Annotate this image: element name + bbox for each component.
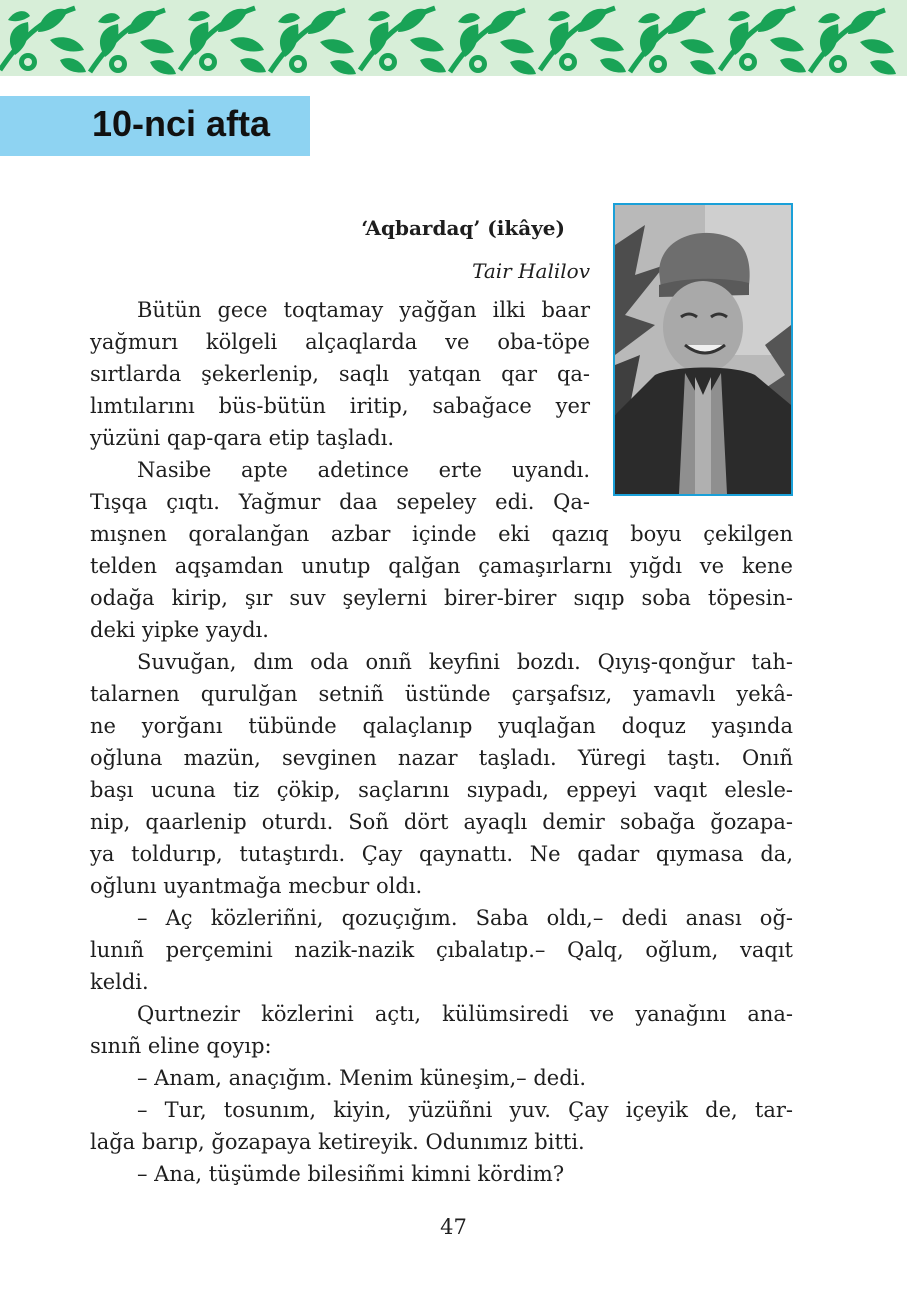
- text-line: Tışqa çıqtı. Yağmur daa sepeley edi. Qa-: [90, 490, 590, 514]
- text-line: lağa barıp, ğozapaya ketireyik. Odunımız bitti.: [90, 1130, 585, 1154]
- text-line: sınıñ eline qoyıp:: [90, 1034, 272, 1058]
- text-line: telden aqşamdan unutıp qalğan çamaşırlarnı yığdı ve kene: [90, 554, 793, 578]
- text-line: Bütün gece toqtamay yağğan ilki baar: [137, 298, 590, 322]
- text-line: – Tur, tosunım, kiyin, yüzüñni yuv. Çay içeyik de, tar-: [137, 1098, 793, 1122]
- text-line: yağmurı kölgeli alçaqlarda ve oba-töpe: [90, 330, 590, 354]
- text-line: oğluna mazün, sevginen nazar taşladı. Yüregi taştı. Onıñ: [90, 746, 793, 770]
- text-line: oğlunı uyantmağa mecbur oldı.: [90, 874, 423, 898]
- story-author: Tair Halilov: [472, 259, 590, 283]
- text-line: deki yipke yaydı.: [90, 618, 269, 642]
- text-line: odağa kirip, şır suv şeylerni birer-birer sıqıp soba töpesin-: [90, 586, 793, 610]
- text-line: sırtlarda şekerlenip, saqlı yatqan qar qa-: [90, 362, 590, 386]
- story-title: ‘Aqbardaq’ (ikâye): [361, 216, 565, 240]
- text-line: – Aç közleriñni, qozuçığım. Saba oldı,– dedi anası oğ-: [137, 906, 793, 930]
- text-line: Qurtnezir közlerini açtı, külümsiredi ve yanağını ana-: [137, 1002, 793, 1026]
- floral-ornament-banner: [0, 0, 907, 80]
- text-line: nip, qaarlenip oturdı. Soñ dört ayaqlı demir sobağa ğozapa-: [90, 810, 793, 834]
- page-number: 47: [440, 1215, 467, 1239]
- text-line: yüzüni qap-qara etip taşladı.: [90, 426, 395, 450]
- floral-ornament-icon: [0, 0, 907, 80]
- text-line: ne yorğanı tübünde qalaçlanıp yuqlağan doquz yaşında: [90, 714, 793, 738]
- text-line: başı ucuna tiz çökip, saçlarını sıypadı, eppeyi vaqıt elesle-: [90, 778, 793, 802]
- text-line: mışnen qoralanğan azbar içinde eki qazıq boyu çekilgen: [90, 522, 793, 546]
- text-line: keldi.: [90, 970, 149, 994]
- text-line: – Ana, tüşümde bilesiñmi kimni kördim?: [137, 1162, 565, 1186]
- text-line: – Anam, anaçığım. Menim küneşim,– dedi.: [137, 1066, 587, 1090]
- text-line: Suvuğan, dım oda onıñ keyfini bozdı. Qıyış-qonğur tah-: [137, 650, 793, 674]
- week-heading: 10-nci afta: [92, 103, 271, 144]
- text-line: lunıñ perçemini nazik-nazik çıbalatıp.– Qalq, oğlum, vaqıt: [90, 938, 793, 962]
- author-portrait: [613, 203, 793, 496]
- author-portrait-image: [615, 205, 791, 494]
- text-line: Nasibe apte adetince erte uyandı.: [137, 458, 590, 482]
- text-line: talarnen qurulğan setniñ üstünde çarşafsız, yamavlı yekâ-: [90, 682, 793, 706]
- text-line: ya toldurıp, tutaştırdı. Çay qaynattı. Ne qadar qıymasa da,: [90, 842, 793, 866]
- text-line: lımtılarını büs-bütün iritip, sabağace yer: [90, 394, 590, 418]
